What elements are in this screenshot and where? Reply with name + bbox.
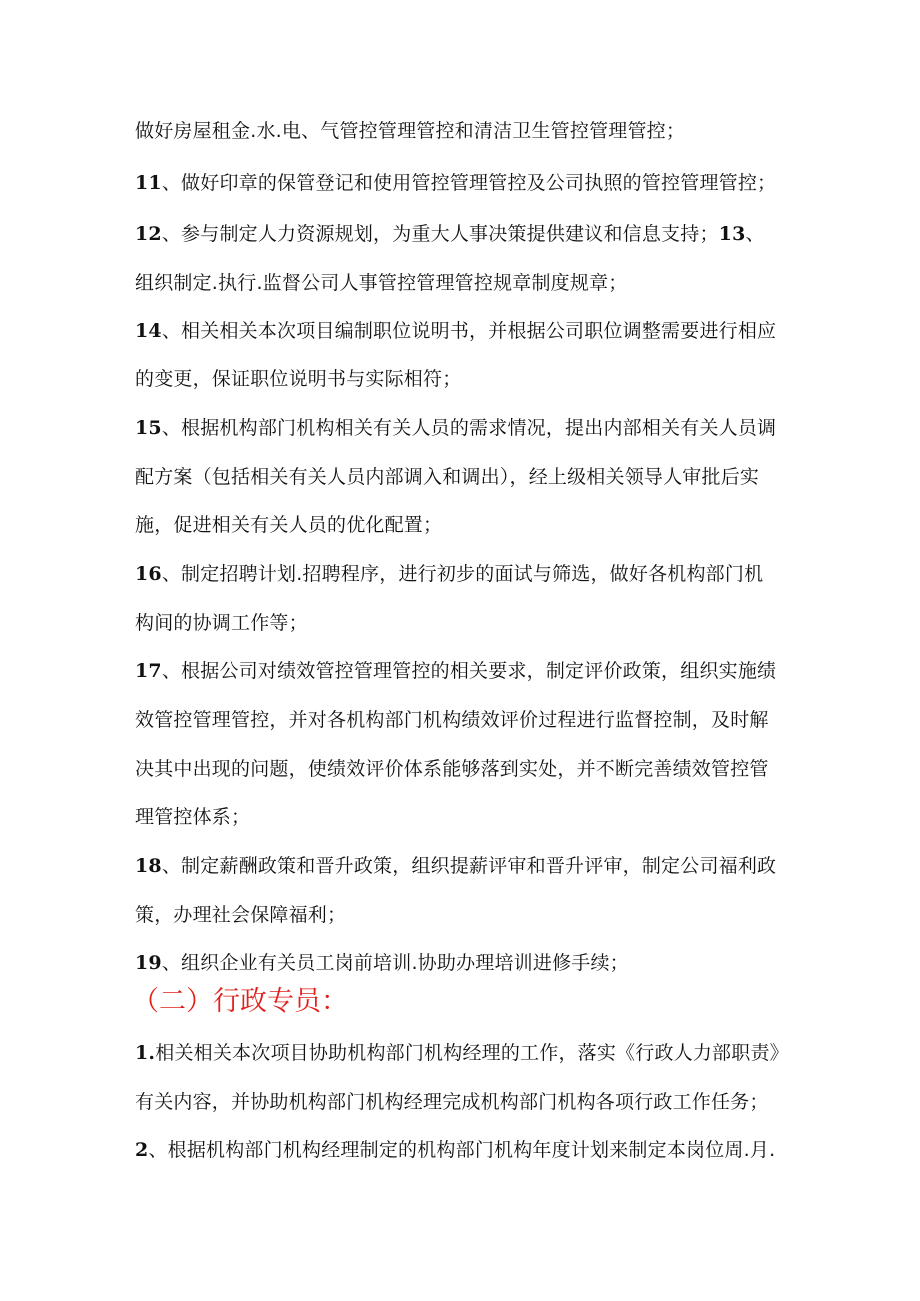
line-text: 的变更，保证职位说明书与实际相符； [135, 368, 462, 390]
paragraph-line [135, 610, 308, 636]
line-text: 理管控体系； [135, 806, 251, 828]
item-number: 2 [135, 1139, 149, 1161]
line-text: 、相关相关本次项目编制职位说明书，并根据公司职位调整需要进行相应 [161, 320, 777, 342]
item-number: 1. [135, 1042, 156, 1064]
paragraph-line-item-11 [135, 170, 776, 196]
item-number: 12 [135, 223, 162, 245]
line-text: 策，办理社会保障福利； [135, 904, 347, 926]
paragraph-line-item-19 [135, 950, 629, 976]
item-number: 17 [135, 660, 162, 682]
item-number: 15 [135, 417, 162, 439]
paragraph-line [135, 512, 442, 538]
line-text: 、做好印章的保管登记和使用管控管理管控及公司执照的管控管理管控； [161, 172, 777, 194]
line-text: 构间的协调工作等； [135, 612, 308, 634]
line-text: 决其中出现的问题，使绩效评价体系能够落到实处，并不断完善绩效管控管 [135, 758, 769, 780]
line-text: 组织制定.执行.监督公司人事管控管理管控规章制度规章； [135, 272, 628, 294]
line-text: 、根据机构部门机构相关有关人员的需求情况，提出内部相关有关人员调 [161, 417, 777, 439]
item-13-separator: 、 [745, 223, 765, 245]
item-number: 18 [135, 855, 162, 877]
line-text: 、根据公司对绩效管控管理管控的相关要求，制定评价政策，组织实施绩 [161, 660, 777, 682]
section-heading: （二）行政专员： [132, 986, 348, 1017]
line-text: 配方案（包括相关有关人员内部调入和调出），经上级相关领导人审批后实 [135, 466, 760, 488]
paragraph-line-item-17 [135, 658, 776, 684]
line-text: 相关相关本次项目协助机构部门机构经理的工作，落实《行政人力部职责》 [155, 1042, 789, 1064]
line-text: 、制定薪酬政策和晋升政策，组织提薪评审和晋升评审，制定公司福利政 [161, 855, 777, 877]
line-text: 有关内容，并协助机构部门机构经理完成机构部门机构各项行政工作任务； [135, 1091, 769, 1113]
line-text: 效管控管理管控，并对各机构部门机构绩效评价过程进行监督控制，及时解 [135, 709, 769, 731]
item-number: 19 [135, 952, 162, 974]
line-text: 施，促进相关有关人员的优化配置； [135, 514, 443, 536]
line-text: 做好房屋租金.水.电、气管控管理管控和清洁卫生管控管理管控； [135, 120, 686, 142]
paragraph-line [135, 118, 685, 144]
paragraph-line [135, 756, 769, 782]
paragraph-line [135, 270, 627, 296]
paragraph-line [135, 902, 346, 928]
item-number: 11 [135, 172, 162, 194]
item-number-13: 13 [718, 223, 746, 245]
line-text: 、制定招聘计划.招聘程序，进行初步的面试与筛选，做好各机构部门机 [161, 563, 764, 585]
paragraph-line-item-2 [135, 1137, 775, 1163]
paragraph-line-item-12 [135, 221, 765, 247]
paragraph-line-item-15 [135, 415, 776, 441]
line-text: 、组织企业有关员工岗前培训.协助办理培训进修手续； [161, 952, 629, 974]
item-number: 16 [135, 563, 162, 585]
paragraph-line-item-1 [135, 1040, 789, 1066]
paragraph-line-item-18 [135, 853, 776, 879]
paragraph-line [135, 464, 759, 490]
paragraph-line [135, 366, 461, 392]
line-text: 、根据机构部门机构经理制定的机构部门机构年度计划来制定本岗位周.月. [148, 1139, 776, 1161]
line-text: 、参与制定人力资源规划，为重大人事决策提供建议和信息支持； [161, 223, 719, 245]
paragraph-line [135, 707, 769, 733]
paragraph-line-item-14 [135, 318, 776, 344]
paragraph-line [135, 804, 250, 830]
paragraph-line [135, 1089, 769, 1115]
item-number: 14 [135, 320, 162, 342]
paragraph-line-item-16 [135, 561, 763, 587]
